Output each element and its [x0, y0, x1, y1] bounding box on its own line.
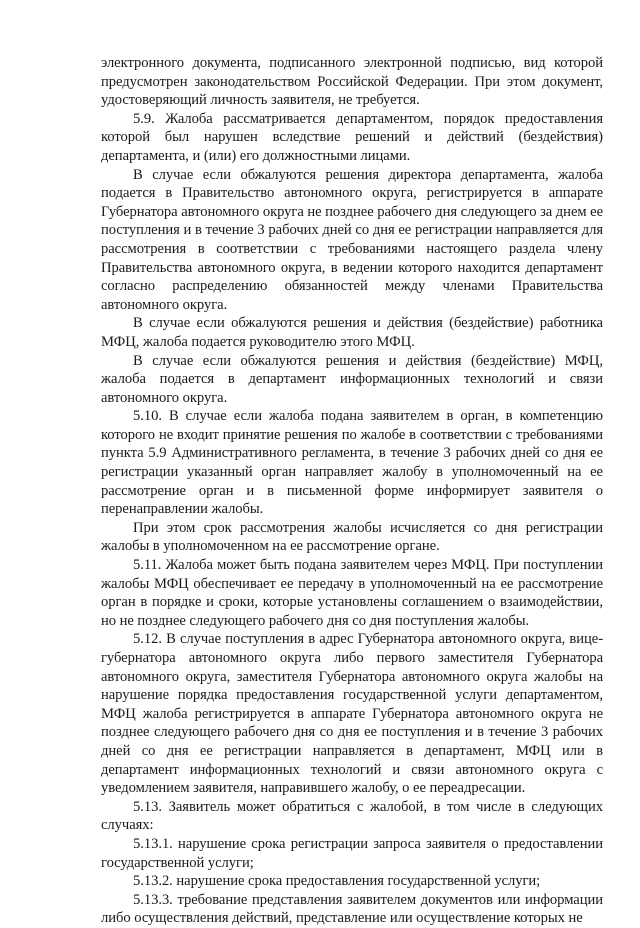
- paragraph-review-term: При этом срок рассмотрения жалобы исчисляется со дня регистрации жалобы в уполномоченном на ее рассмотрение органе.: [101, 519, 603, 555]
- paragraph-mfc-employee-appeal: В случае если обжалуются решения и действия (бездействие) работника МФЦ, жалоба подается руководителю этого МФЦ.: [101, 315, 603, 350]
- paragraph-5-13-3: 5.13.3. требование представления заявителем документов или информации либо осуществления действий, представление или осуществление которых не: [101, 891, 603, 927]
- paragraph-5-12: 5.12. В случае поступления в адрес Губернатора автономного округа, вице-губернатора автономного округа либо первого заместителя Губернатора автономного округа, заместителя Губернатора автономного округа жалобы на нарушение порядка предоставления государственной услуги департаментом, МФЦ жалоба регистрируется в аппарате Губернатора автономного округа не позднее следующего рабочего дня со дня ее поступления и в течение 3 рабочих дней со дня ее регистрации направляется в департамент, МФЦ или в департамент информационных технологий и связи автономного округа с уведомлением заявителя, направившего жалобу, о ее переадресации.: [101, 631, 603, 797]
- paragraph-continuation: электронного документа, подписанного электронной подписью, вид которой предусмотрен законодательством Российской Федерации. При этом документ, удостоверяющий личность заявителя, не требуется.: [101, 55, 603, 109]
- paragraph-5-11: 5.11. Жалоба может быть подана заявителем через МФЦ. При поступлении жалобы МФЦ обеспечивает ее передачу в уполномоченный на ее рассмотрение орган в порядке и сроки, которые установлены соглашением о взаимодействии, но не позднее следующего рабочего дня со дня поступления жалобы.: [101, 557, 603, 629]
- paragraph-5-10: 5.10. В случае если жалоба подана заявителем в орган, в компетенцию которого не входит принятие решения по жалобе в соответствии с требованиями пункта 5.9 Административного регламента, в течение 3 рабочих дней со дня ее регистрации указанный орган направляет жалобу в уполномоченный на ее рассмотрение орган и в письменной форме информирует заявителя о перенаправлении жалобы.: [101, 408, 603, 518]
- document-page: [101, 54, 603, 928]
- paragraph-5-13-2: 5.13.2. нарушение срока предоставления государственной услуги;: [133, 873, 541, 890]
- paragraph-5-13: 5.13. Заявитель может обратиться с жалобой, в том числе в следующих случаях:: [101, 798, 603, 834]
- paragraph-director-appeal: В случае если обжалуются решения директора департамента, жалоба подается в Правительство автономного округа, регистрируется в аппарате Губернатора автономного округа не позднее рабочего дня следующего за днем ее поступления и в течение 3 рабочих дней со дня ее регистрации направляется для рассмотрения в соответствии с требованиями настоящего раздела члену Правительства автономного округа, в ведении которого находится департамент согласно распределению обязанностей между членами Правительства автономного округа.: [101, 166, 604, 313]
- paragraph-mfc-appeal: В случае если обжалуются решения и действия (бездействие) МФЦ, жалоба подается в департамент информационных технологий и связи автономного округа.: [101, 352, 603, 406]
- paragraph-5-13-1: 5.13.1. нарушение срока регистрации запроса заявителя о предоставлении государственной услуги;: [101, 835, 603, 871]
- paragraph-5-9: 5.9. Жалоба рассматривается департаментом, порядок предоставления которой был нарушен вследствие решений и действий (бездействия) департамента, и (или) его должностными лицами.: [101, 110, 603, 164]
